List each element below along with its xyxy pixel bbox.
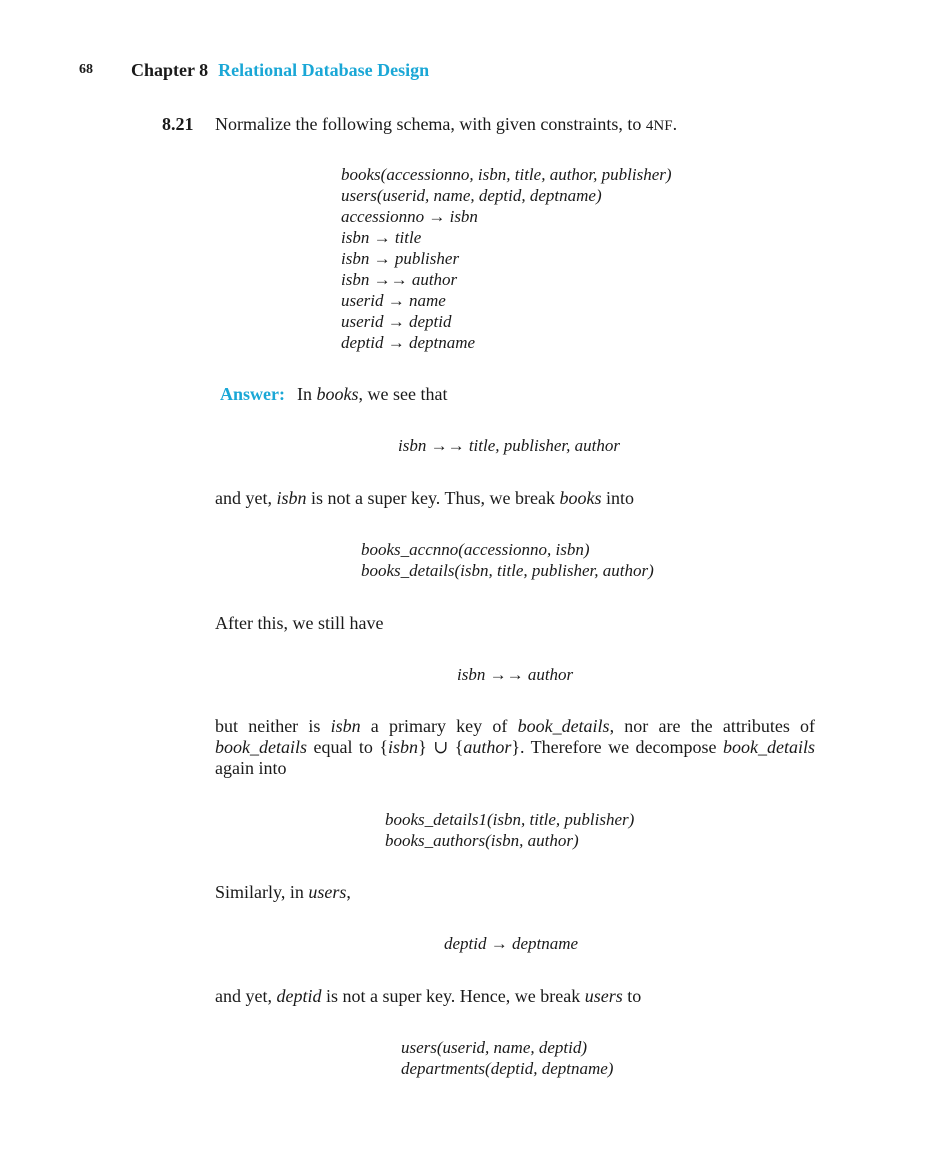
text: Similarly, in [215, 882, 309, 902]
relation-line: books_accnno(accessionno, isbn) [361, 540, 590, 559]
paragraph-3 [215, 716, 815, 779]
paragraph-5 [215, 986, 641, 1007]
book-details-ref: book_details [723, 737, 815, 757]
isbn-ref: isbn [330, 716, 361, 736]
chapter-heading [131, 60, 429, 81]
text: a primary key of [360, 716, 518, 736]
equation-1: isbn →→ title, publisher, author [398, 436, 620, 455]
text: and yet, [215, 488, 277, 508]
exercise-text [215, 114, 677, 135]
page-number: 68 [79, 62, 93, 77]
decomposition-1 [361, 539, 654, 581]
text: } ∪ { [418, 737, 464, 757]
books-ref: books [316, 384, 359, 404]
deptid-ref: deptid [276, 986, 322, 1006]
exercise-text-suffix: . [672, 114, 678, 134]
decomposition-3 [401, 1037, 613, 1079]
text: and yet, [215, 986, 277, 1006]
equation-3: deptid → deptname [444, 934, 579, 953]
text: , [346, 882, 351, 902]
equation-2: isbn →→ author [457, 665, 574, 684]
relation-line: departments(deptid, deptname) [401, 1059, 614, 1078]
paragraph-4 [215, 882, 351, 903]
answer-intro-text: , we see that [358, 384, 448, 404]
book-details-ref: book_details [517, 716, 610, 736]
text: equal to { [307, 737, 389, 757]
exercise-number: 8.21 [162, 114, 194, 134]
schema-line: userid → deptid [341, 312, 452, 331]
text: to [622, 986, 642, 1006]
book-details-ref: book_details [215, 737, 307, 757]
books-ref: books [559, 488, 602, 508]
schema-line: accessionno → isbn [341, 207, 478, 226]
chapter-label: Chapter 8 [131, 60, 209, 80]
paragraph-2: After this, we still have [215, 613, 384, 633]
isbn-ref: isbn [388, 737, 419, 757]
schema-line: isbn → publisher [341, 249, 460, 268]
text: but neither is [215, 716, 331, 736]
answer-intro [220, 384, 447, 405]
normal-form: 4NF [645, 118, 673, 134]
decomposition-2 [385, 809, 634, 851]
schema-line: userid → name [341, 291, 446, 310]
schema-line: users(userid, name, deptid, deptname) [341, 186, 602, 205]
users-ref: users [584, 986, 623, 1006]
answer-intro-text: In [297, 384, 317, 404]
schema-line: books(accessionno, isbn, title, author, publisher) [341, 165, 672, 184]
answer-label: Answer: [220, 384, 285, 404]
relation-line: books_authors(isbn, author) [385, 831, 579, 850]
paragraph-1 [215, 488, 634, 509]
author-ref: author [463, 737, 512, 757]
text: is not a super key. Thus, we break [306, 488, 560, 508]
relation-line: users(userid, name, deptid) [401, 1038, 588, 1057]
text: again into [215, 758, 287, 778]
isbn-ref: isbn [276, 488, 307, 508]
exercise-text-prefix: Normalize the following schema, with given constraints, to [215, 114, 646, 134]
relation-line: books_details(isbn, title, publisher, author) [361, 561, 654, 580]
schema-line: isbn → title [341, 228, 422, 247]
schema-line: isbn →→ author [341, 270, 458, 289]
text: , nor are the attributes of [609, 716, 816, 736]
text: }. Therefore we decompose [511, 737, 723, 757]
schema-line: deptid → deptname [341, 333, 476, 352]
text: into [601, 488, 634, 508]
chapter-title: Relational Database Design [218, 60, 430, 80]
text: is not a super key. Hence, we break [321, 986, 585, 1006]
schema-block [341, 164, 672, 353]
relation-line: books_details1(isbn, title, publisher) [385, 810, 635, 829]
users-ref: users [308, 882, 347, 902]
